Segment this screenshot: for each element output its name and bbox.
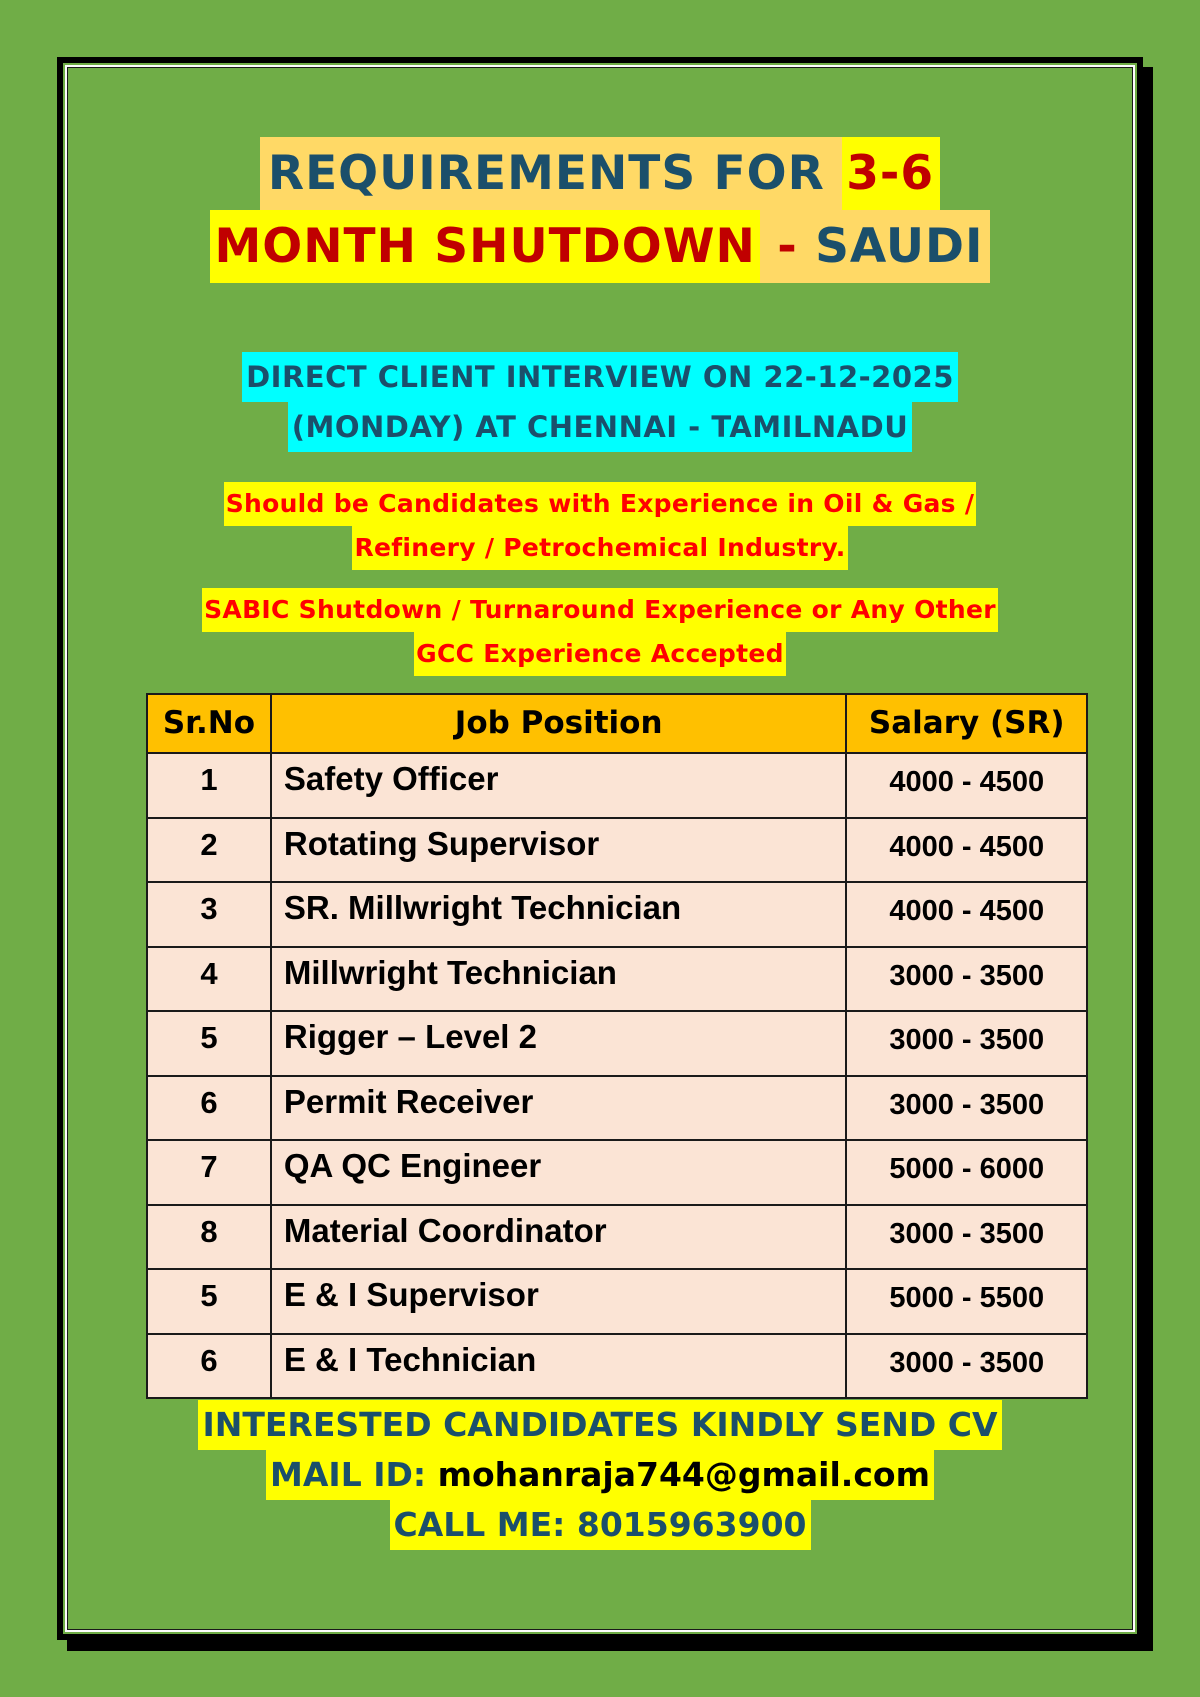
criteria-experience bbox=[0, 482, 1200, 570]
job-positions-table bbox=[146, 693, 1088, 1399]
cell-salary: 5000 - 6000 bbox=[846, 1140, 1087, 1205]
interview-notice bbox=[0, 352, 1200, 452]
cell-salary: 3000 - 3500 bbox=[846, 1334, 1087, 1399]
cell-position: Rotating Supervisor bbox=[271, 818, 847, 883]
title-line-1 bbox=[0, 137, 1200, 210]
criteria-1-line-1: Should be Candidates with Experience in Oil & Gas / bbox=[224, 482, 977, 526]
cell-salary: 3000 - 3500 bbox=[846, 1205, 1087, 1270]
title-line-2 bbox=[0, 210, 1200, 283]
criteria-sabic bbox=[0, 588, 1200, 676]
cell-sr-no: 5 bbox=[147, 1269, 271, 1334]
criteria-2-line-1: SABIC Shutdown / Turnaround Experience or Any Other bbox=[202, 588, 998, 632]
cell-salary: 4000 - 4500 bbox=[846, 753, 1087, 818]
cell-salary: 3000 - 3500 bbox=[846, 947, 1087, 1012]
cell-sr-no: 2 bbox=[147, 818, 271, 883]
table-row bbox=[147, 947, 1087, 1012]
cell-sr-no: 5 bbox=[147, 1011, 271, 1076]
cell-position: Material Coordinator bbox=[271, 1205, 847, 1270]
table-row bbox=[147, 818, 1087, 883]
cell-position: E & I Technician bbox=[271, 1334, 847, 1399]
cell-sr-no: 7 bbox=[147, 1140, 271, 1205]
cell-salary: 3000 - 3500 bbox=[846, 1011, 1087, 1076]
cell-salary: 4000 - 4500 bbox=[846, 818, 1087, 883]
criteria-1-line-2: Refinery / Petrochemical Industry. bbox=[352, 526, 847, 570]
cell-position: Permit Receiver bbox=[271, 1076, 847, 1141]
table-row bbox=[147, 1140, 1087, 1205]
contact-section bbox=[0, 1400, 1200, 1550]
phone-number[interactable]: 8015963900 bbox=[576, 1505, 807, 1544]
criteria-2-line-2: GCC Experience Accepted bbox=[414, 632, 786, 676]
header-salary: Salary (SR) bbox=[846, 694, 1087, 753]
cell-position: E & I Supervisor bbox=[271, 1269, 847, 1334]
interview-line-2: (MONDAY) AT CHENNAI - TAMILNADU bbox=[288, 402, 913, 452]
cell-sr-no: 4 bbox=[147, 947, 271, 1012]
mail-line bbox=[266, 1450, 934, 1500]
interview-line-1: DIRECT CLIENT INTERVIEW ON 22-12-2025 bbox=[242, 352, 958, 402]
cell-position: Safety Officer bbox=[271, 753, 847, 818]
table-row bbox=[147, 1076, 1087, 1141]
title-main-text: REQUIREMENTS FOR 3-6 bbox=[260, 137, 940, 210]
title-location: - SAUDI bbox=[760, 210, 990, 283]
table-header-row bbox=[147, 694, 1087, 753]
cell-salary: 4000 - 4500 bbox=[846, 882, 1087, 947]
table-row bbox=[147, 1011, 1087, 1076]
cell-position: Millwright Technician bbox=[271, 947, 847, 1012]
table-row bbox=[147, 1269, 1087, 1334]
cell-sr-no: 1 bbox=[147, 753, 271, 818]
mail-label: MAIL ID: bbox=[270, 1455, 438, 1494]
cell-sr-no: 8 bbox=[147, 1205, 271, 1270]
cell-salary: 3000 - 3500 bbox=[846, 1076, 1087, 1141]
cell-sr-no: 6 bbox=[147, 1334, 271, 1399]
table-row bbox=[147, 753, 1087, 818]
cell-salary: 5000 - 5500 bbox=[846, 1269, 1087, 1334]
table-row bbox=[147, 1205, 1087, 1270]
cta-text: INTERESTED CANDIDATES KINDLY SEND CV bbox=[198, 1400, 1001, 1450]
phone-line bbox=[390, 1500, 811, 1550]
cell-position: QA QC Engineer bbox=[271, 1140, 847, 1205]
email-link[interactable]: mohanraja744@gmail.com bbox=[437, 1455, 930, 1494]
call-label: CALL ME: bbox=[393, 1505, 577, 1544]
title-shutdown-highlight: MONTH SHUTDOWN bbox=[210, 210, 759, 283]
header-job-position: Job Position bbox=[271, 694, 847, 753]
header-sr-no: Sr.No bbox=[147, 694, 271, 753]
cell-position: SR. Millwright Technician bbox=[271, 882, 847, 947]
cell-sr-no: 3 bbox=[147, 882, 271, 947]
table-row bbox=[147, 1334, 1087, 1399]
cell-sr-no: 6 bbox=[147, 1076, 271, 1141]
table-row bbox=[147, 882, 1087, 947]
title-duration-highlight: 3-6 bbox=[842, 137, 940, 210]
page-title bbox=[0, 137, 1200, 283]
cell-position: Rigger – Level 2 bbox=[271, 1011, 847, 1076]
